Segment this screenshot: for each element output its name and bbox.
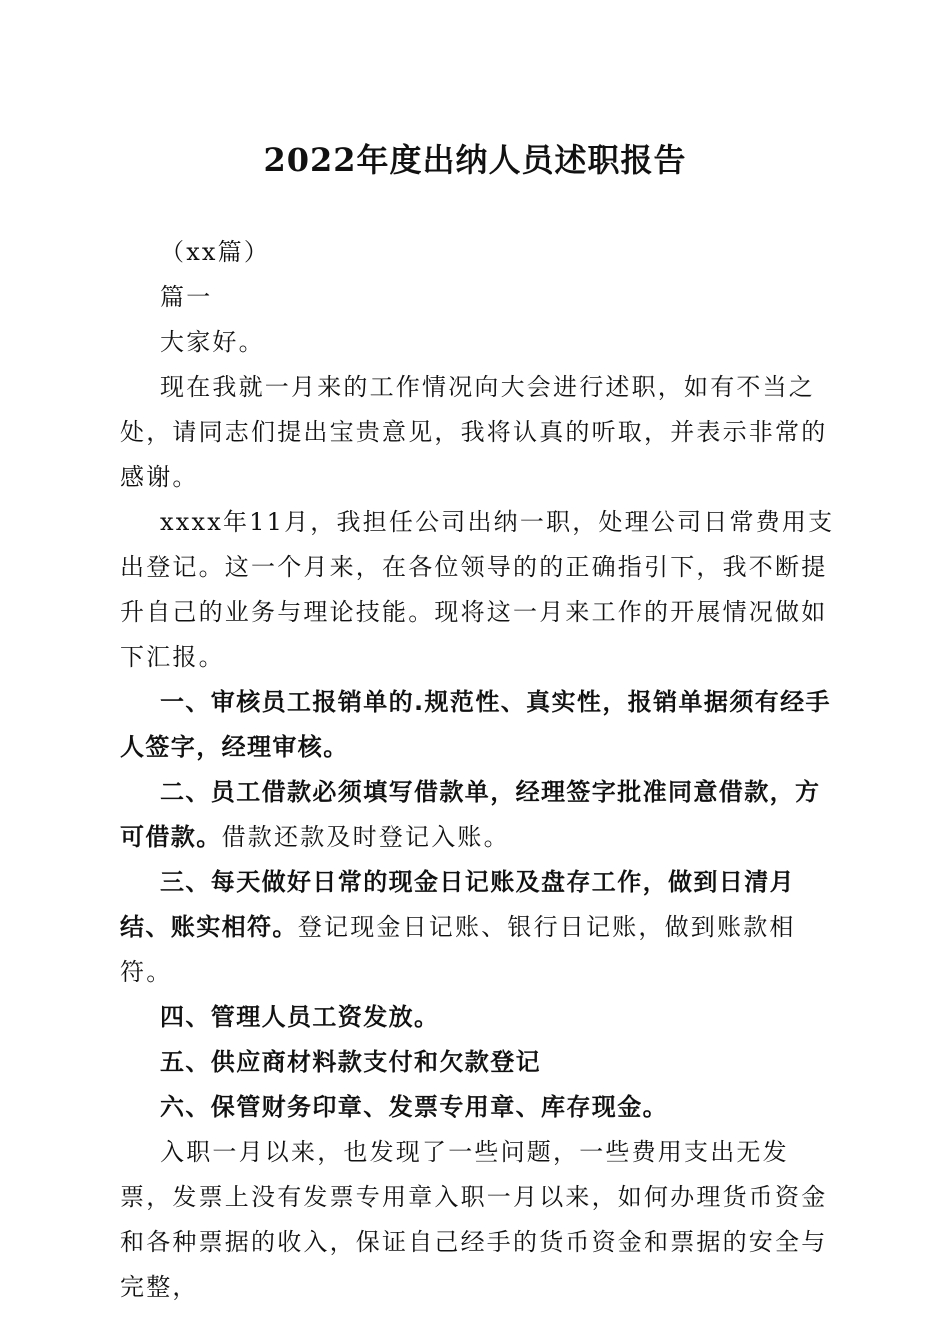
paragraph-item-two [120, 770, 840, 860]
paragraph-role-description: xxxx年11月，我担任公司出纳一职，处理公司日常费用支出登记。这一个月来，在各位领导的的正确指引下，我不断提升自己的业务与理论技能。现将这一月来工作的开展情况做如下汇报。 [120, 508, 835, 671]
paragraph-item-one: 一、审核员工报销单的.规范性、真实性，报销单据须有经手人签字，经理审核。 [120, 688, 831, 761]
paragraph-intro: 现在我就一月来的工作情况向大会进行述职，如有不当之处，请同志们提出宝贵意见，我将认真的听取，并表示非常的感谢。 [120, 373, 828, 491]
item-three-heading: 三、每天做好日常的现金日记账及盘存工作，做到日清月结、账实相符。 [120, 868, 795, 941]
paragraph-xx-chapter: （xx篇） [160, 238, 271, 266]
document-body [120, 230, 840, 1310]
paragraph-item-four: 四、管理人员工资发放。 [160, 1003, 440, 1031]
item-two-detail: 借款还款及时登记入账。 [221, 823, 510, 851]
paragraph-item-five: 五、供应商材料款支付和欠款登记 [160, 1048, 541, 1076]
paragraph-chapter-one: 篇一 [160, 283, 213, 311]
paragraph-item-three [120, 860, 840, 995]
paragraph-item-six: 六、保管财务印章、发票专用章、库存现金。 [160, 1093, 668, 1121]
document-title: 2022年度出纳人员述职报告 [263, 141, 687, 179]
item-two-heading: 二、员工借款必须填写借款单，经理签字批准同意借款，方可借款。 [120, 778, 821, 851]
item-three-detail: 登记现金日记账、银行日记账，做到账款相符。 [120, 913, 796, 986]
paragraph-problems: 入职一月以来，也发现了一些问题，一些费用支出无发票，发票上没有发票专用章入职一月以来，如何办理货币资金和各种票据的收入，保证自己经手的货币资金和票据的安全与完整， [120, 1138, 828, 1301]
paragraph-greeting: 大家好。 [160, 328, 265, 356]
